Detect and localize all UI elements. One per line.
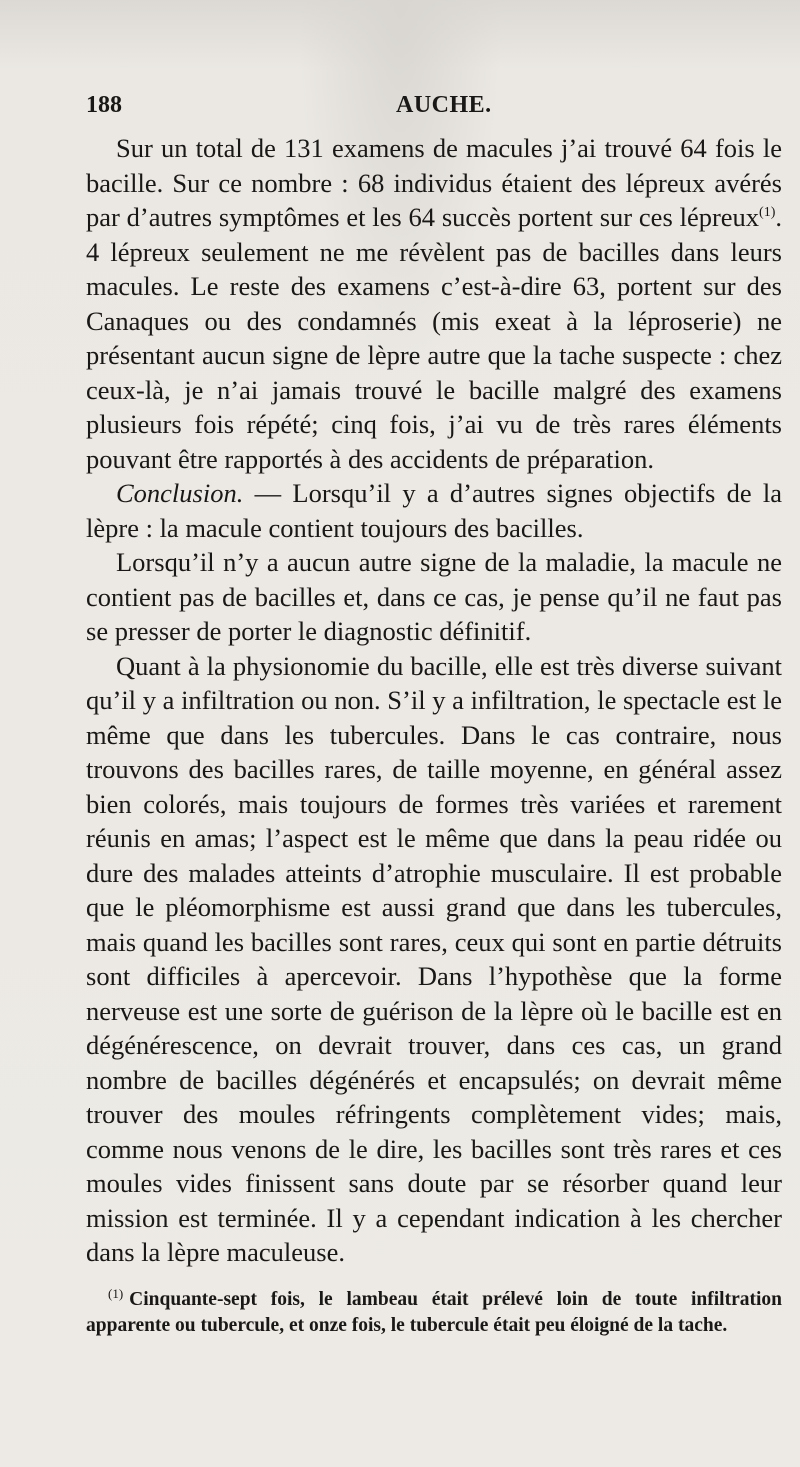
page-header xyxy=(0,92,800,124)
paragraph-physiognomy: Quant à la physionomie du bacille, elle est très diverse suivant qu’il y a infiltration ou non. S’il y a infiltration, le spectacle est le même que dans les tubercules. Dans le cas contraire, nous trouvons des bacilles rares, de taille moyenne, en général assez bien colorés, mais toujours de formes très variées et rarement réunis en amas; l’aspect est le même que dans la peau ridée ou dure des malades atteints d’atrophie musculaire. Il est probable que le pléomorphisme est aussi grand que dans les tubercules, mais quand les bacilles sont rares, ceux qui sont en partie détruits sont difficiles à apercevoir. Dans l’hypothèse que la forme nerveuse est une sorte de guérison de la lèpre où le bacille est en dégénérescence, on devrait trouver, dans ces cas, un grand nombre de bacilles dégénérés et encapsulés; on devrait même trouver des moules réfringents complètement vides; mais, comme nous venons de le dire, les bacilles sont très rares et ces moules vides finissent sans doute par se résorber quand leur mission est terminée. Il y a cependant indication à les chercher dans la lèpre maculeuse. xyxy=(86,650,782,1267)
paragraph-results xyxy=(86,131,782,476)
footnote xyxy=(86,1287,782,1339)
conclusion-text: — Lorsqu’il y a d’autres signes objectifs de la lèpre : la macule contient toujours des bacilles. xyxy=(86,478,782,543)
paragraph-conclusion xyxy=(86,476,782,545)
paragraph-no-sign: Lorsqu’il n’y a aucun autre signe de la maladie, la macule ne contient pas de bacilles et, dans ce cas, je pense qu’il ne faut pas se presser de porter le diagnostic définitif. xyxy=(86,547,782,646)
footnote-reference: (1) xyxy=(759,205,776,221)
paragraph-results-part-1: Sur un total de 131 examens de macules j’ai trouvé 64 fois le bacille. Sur ce nombre : 68 individus étaient des lépreux avérés par d’autres symptômes et les 64 succès portent sur ces lépreux xyxy=(86,133,782,232)
running-head: AUCHE. xyxy=(396,92,492,118)
conclusion-label: Conclusion. xyxy=(116,478,244,508)
footnote-text: Cinquante-sept fois, le lambeau était prélevé loin de toute infiltration apparente ou tubercule, et onze fois, le tubercule était peu éloigné de la tache. xyxy=(86,1289,782,1336)
page-number: 188 xyxy=(86,92,122,118)
footnote-mark: (1) xyxy=(108,1285,124,1301)
body-text xyxy=(86,131,782,1270)
paragraph-results-part-2: . 4 lépreux seulement ne me révèlent pas de bacilles dans leurs macules. Le reste des examens c’est-à-dire 63, portent sur des Canaques ou des condamnés (mis exeat à la léproserie) ne présentant aucun signe de lèpre autre que la tache suspecte : chez ceux-là, je n’ai jamais trouvé le bacille malgré des examens plusieurs fois répété; cinq fois, j’ai vu de très rares éléments pouvant être rapportés à des accidents de préparation. xyxy=(86,202,782,474)
